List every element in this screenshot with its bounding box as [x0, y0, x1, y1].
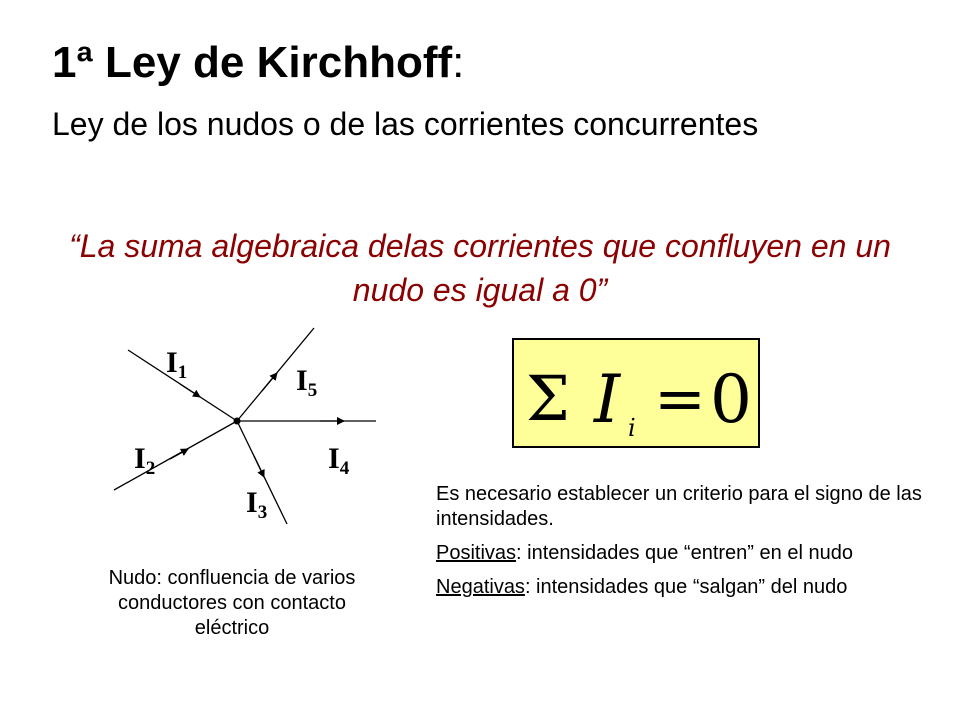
arrow-i3 — [254, 456, 264, 477]
arrow-i1 — [180, 384, 200, 397]
slide-subtitle: Ley de los nudos o de las corrientes concurrentes — [52, 106, 759, 142]
negative-label: Negativas — [436, 576, 525, 598]
formula-index: i — [628, 414, 636, 442]
kirchhoff-formula — [514, 340, 758, 446]
title-text: 1ª Ley de Kirchhoff — [52, 38, 453, 87]
label-i3: $I_3$ — [246, 486, 268, 523]
law-statement: “La suma algebraica delas corrientes que confluyen en un nudo es igual a 0” — [69, 228, 891, 308]
node-dot — [234, 418, 241, 425]
criteria-negative — [436, 575, 936, 600]
arrow-i2 — [170, 449, 188, 459]
positive-label: Positivas — [436, 542, 517, 564]
label-i1: $I_1$ — [166, 346, 188, 383]
formula-box — [512, 338, 760, 448]
formula-variable: I — [594, 361, 621, 438]
sum-symbol: Σ — [526, 362, 570, 435]
criteria-positive — [436, 541, 936, 566]
formula-equals: = — [654, 362, 706, 435]
node-caption: Nudo: confluencia de varios conductores con contacto eléctrico — [108, 567, 356, 639]
label-i4: $I_4$ — [328, 442, 350, 479]
title-colon: : — [452, 38, 465, 87]
criteria-intro: Es necesario establecer un criterio para el signo de las intensidades. — [436, 483, 922, 530]
label-i5: $I_5$ — [296, 364, 318, 401]
negative-text: : intensidades que “salgan” del nudo — [524, 576, 848, 598]
sign-criteria — [436, 482, 936, 609]
arrow-i5 — [262, 373, 277, 391]
positive-text: : intensidades que “entren” en el nudo — [516, 542, 853, 564]
label-i2: $I_2$ — [134, 442, 156, 479]
formula-rhs: 0 — [710, 361, 752, 438]
